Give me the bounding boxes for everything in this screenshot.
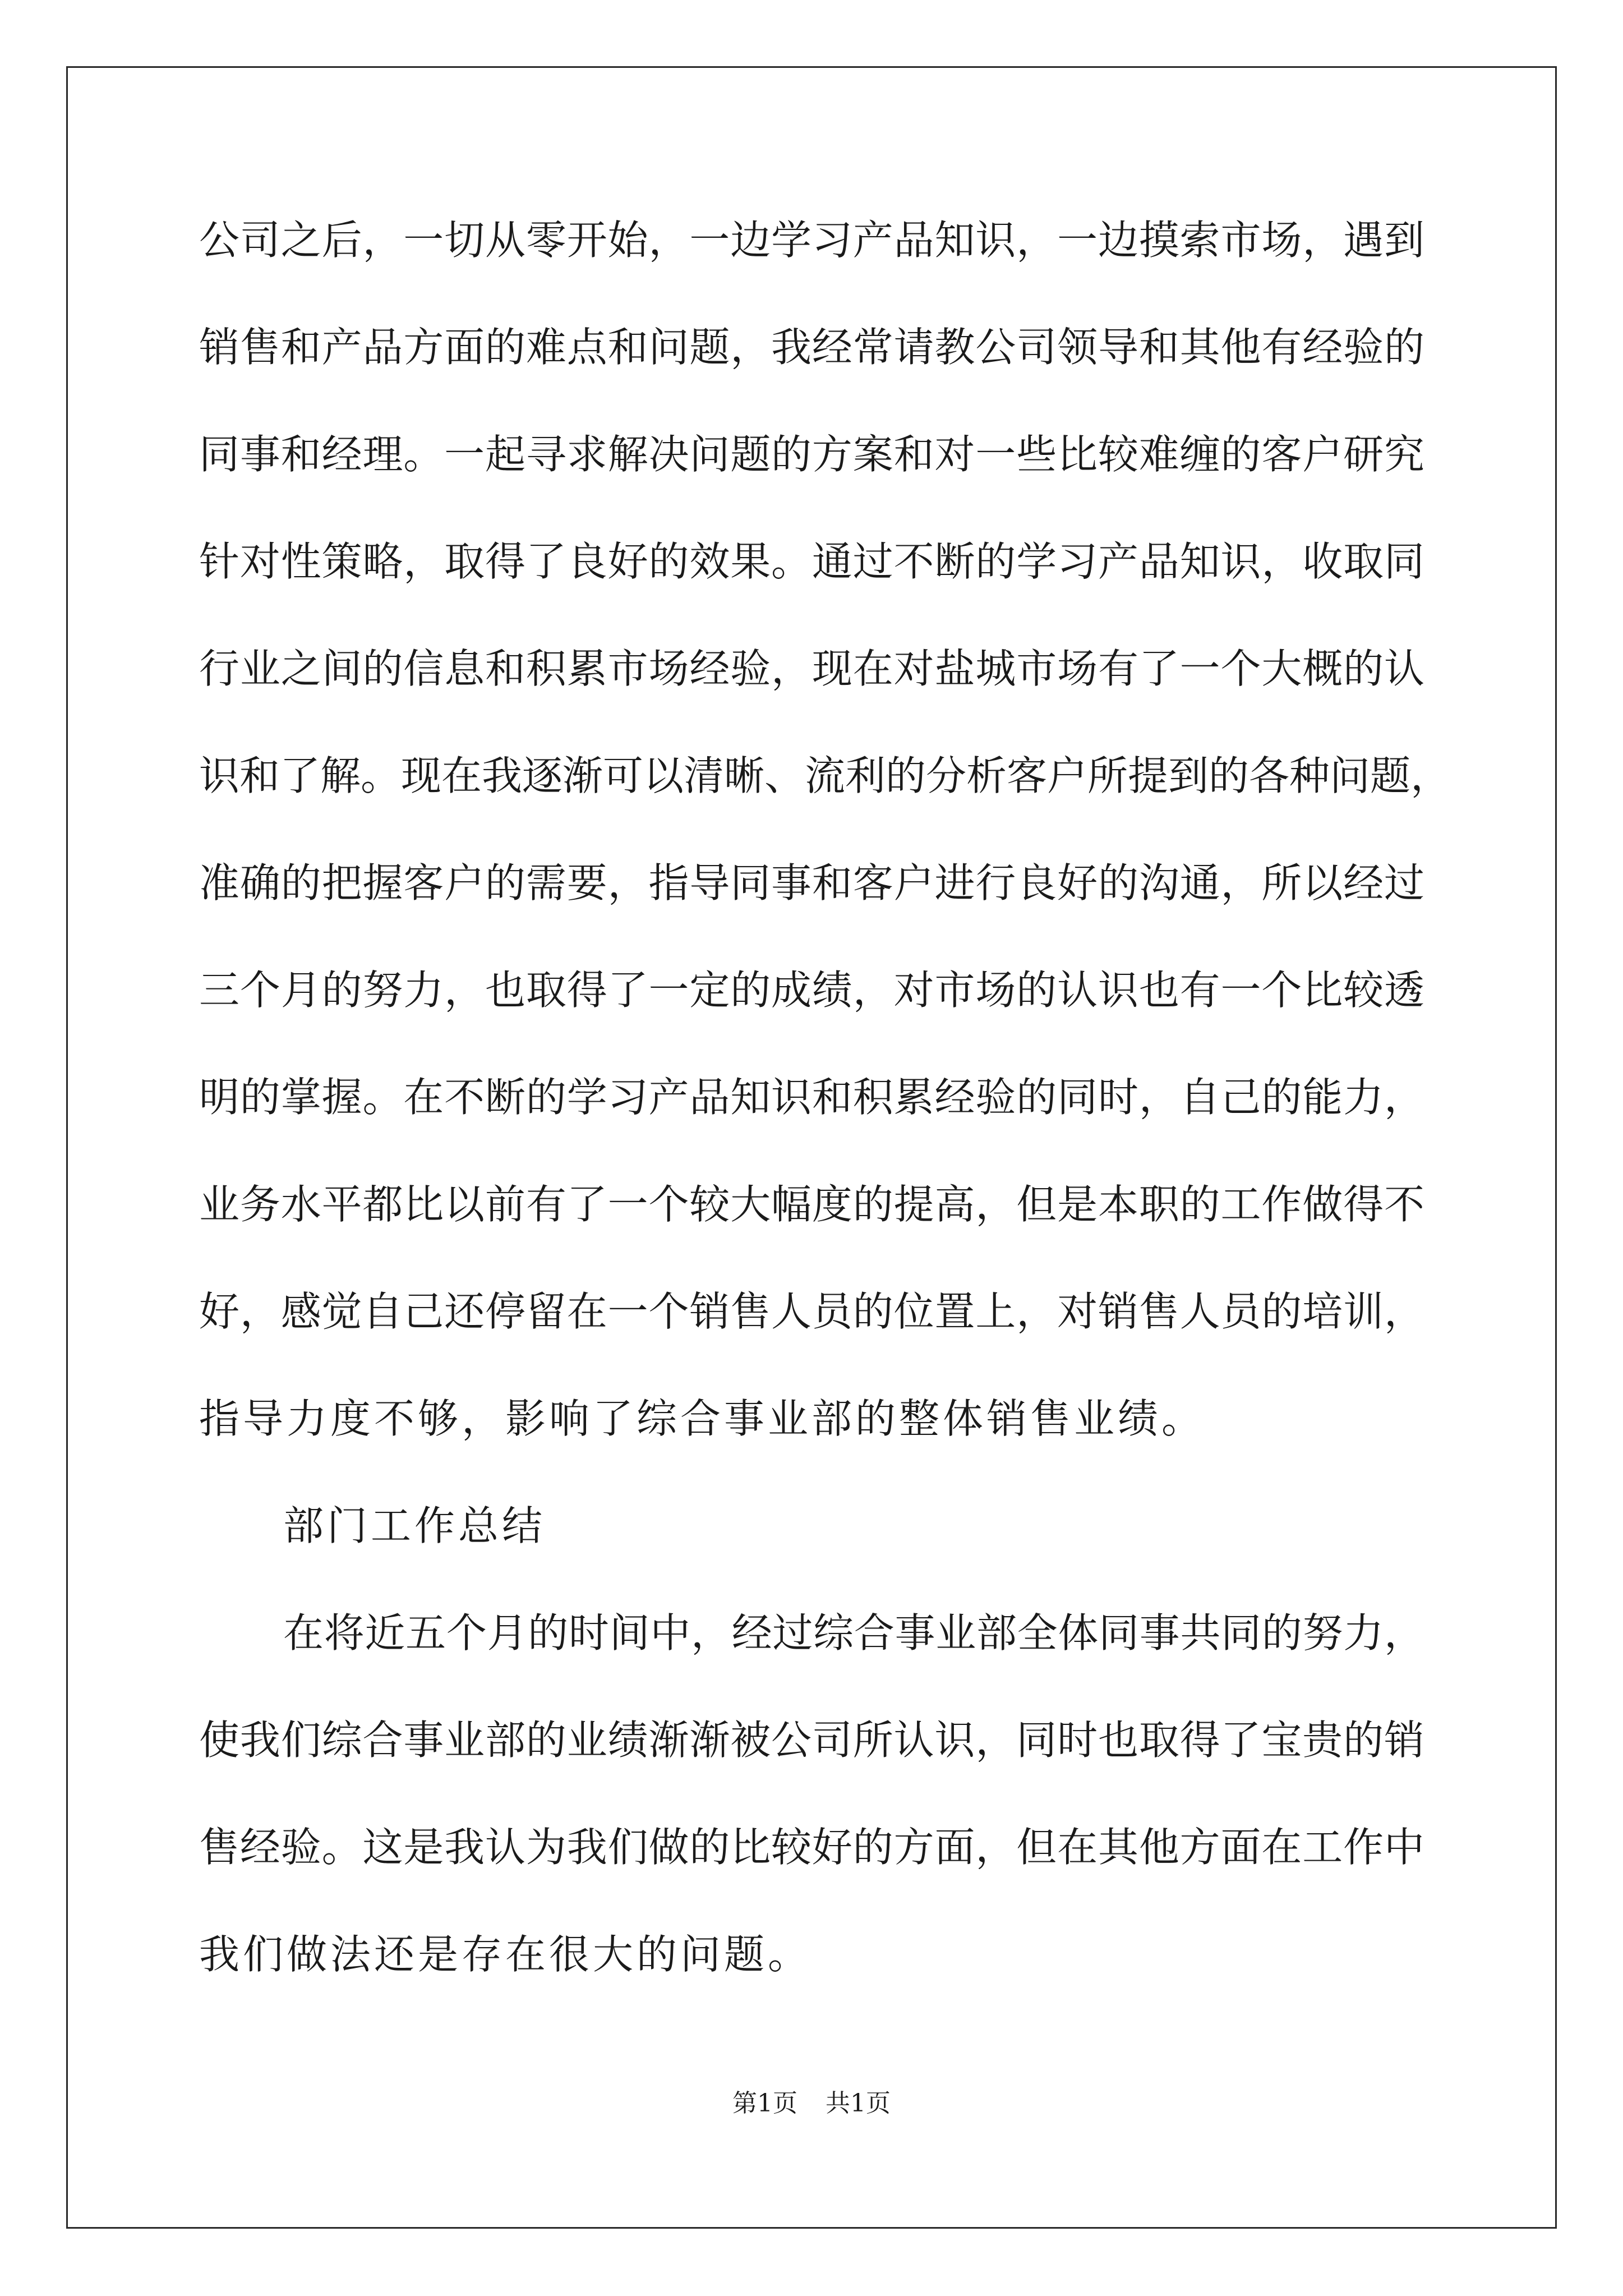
paragraph-line: 销售和产品方面的难点和问题，我经常请教公司领导和其他有经验的 xyxy=(199,324,1424,371)
paragraph-line: 售经验。这是我认为我们做的比较好的方面，但在其他方面在工作中 xyxy=(199,1824,1424,1871)
section-heading: 部门工作总结 xyxy=(283,1502,546,1549)
paragraph-line: 行业之间的信息和积累市场经验，现在对盐城市场有了一个大概的认 xyxy=(199,645,1424,692)
page-number-total: 共1页 xyxy=(826,2089,891,2118)
paragraph-line: 识和了解。现在我逐渐可以清晰、流利的分析客户所提到的各种问题， xyxy=(199,752,1451,799)
paragraph-line: 针对性策略，取得了良好的效果。通过不断的学习产品知识，收取同 xyxy=(199,538,1424,585)
paragraph-line: 好，感觉自己还停留在一个销售人员的位置上，对销售人员的培训， xyxy=(199,1288,1424,1335)
page-footer xyxy=(0,2087,1623,2120)
page-number-current: 第1页 xyxy=(732,2089,797,2118)
paragraph-line: 使我们综合事业部的业绩渐渐被公司所认识，同时也取得了宝贵的销 xyxy=(199,1717,1424,1764)
paragraph-line: 同事和经理。一起寻求解决问题的方案和对一些比较难缠的客户研究 xyxy=(199,431,1424,478)
paragraph-line: 业务水平都比以前有了一个较大幅度的提高，但是本职的工作做得不 xyxy=(199,1181,1424,1228)
paragraph-line: 我们做法还是存在很大的问题。 xyxy=(199,1931,812,1978)
page-border xyxy=(66,66,1557,2229)
paragraph-line: 三个月的努力，也取得了一定的成绩，对市场的认识也有一个比较透 xyxy=(199,967,1424,1014)
paragraph-line: 公司之后，一切从零开始，一边学习产品知识，一边摸索市场，遇到 xyxy=(199,217,1424,264)
paragraph-line: 在将近五个月的时间中，经过综合事业部全体同事共同的努力， xyxy=(283,1609,1424,1657)
paragraph-line: 明的掌握。在不断的学习产品知识和积累经验的同时，自己的能力， xyxy=(199,1074,1424,1121)
paragraph-line: 指导力度不够，影响了综合事业部的整体销售业绩。 xyxy=(199,1395,1206,1442)
paragraph-line: 准确的把握客户的需要，指导同事和客户进行良好的沟通，所以经过 xyxy=(199,859,1424,907)
